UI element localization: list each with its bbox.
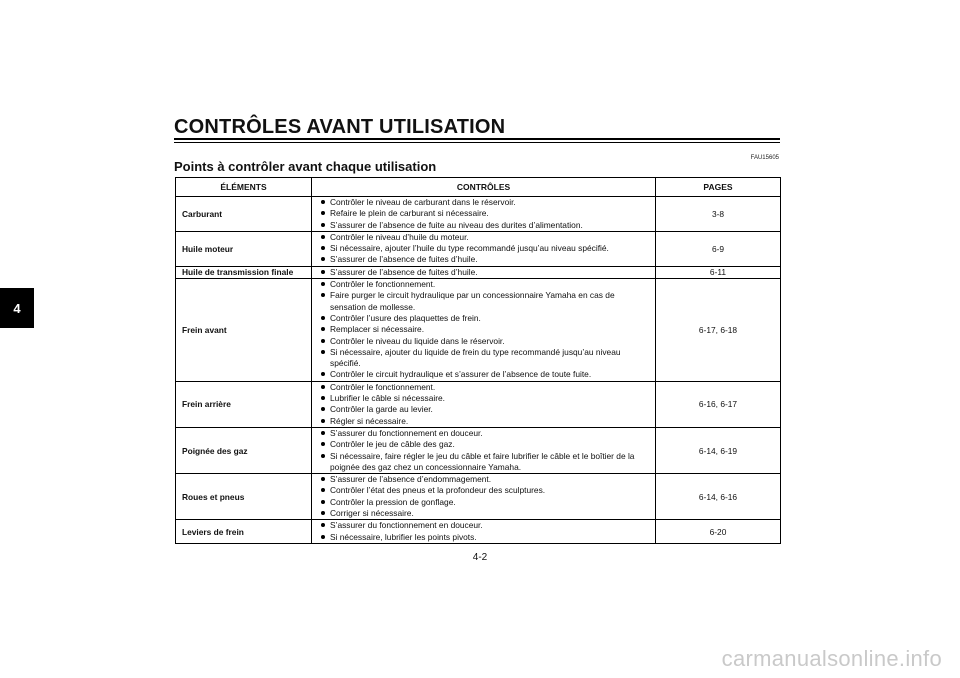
- check-item: Contrôler la garde au levier.: [330, 404, 649, 415]
- checks-cell: [312, 279, 656, 382]
- check-item: Remplacer si nécessaire.: [330, 324, 649, 335]
- pages-cell: 6-9: [656, 231, 781, 266]
- check-item: Contrôler l’état des pneus et la profondeur des sculptures.: [330, 485, 649, 496]
- table-row: [176, 266, 781, 278]
- checks-list: [318, 267, 649, 278]
- item-cell: Leviers de frein: [176, 520, 312, 544]
- check-item: S’assurer de l’absence d’endommagement.: [330, 474, 649, 485]
- checks-cell: [312, 427, 656, 473]
- check-item: S’assurer de l’absence de fuites d’huile.: [330, 267, 649, 278]
- check-item: Contrôler le niveau d’huile du moteur.: [330, 232, 649, 243]
- table-row: [176, 279, 781, 382]
- checks-cell: [312, 197, 656, 232]
- pages-cell: 6-17, 6-18: [656, 279, 781, 382]
- page-number: 4-2: [472, 552, 488, 563]
- checks-list: [318, 428, 649, 473]
- check-item: Contrôler le jeu de câble des gaz.: [330, 439, 649, 450]
- checks-list: [318, 382, 649, 427]
- table-row: [176, 427, 781, 473]
- check-item: Faire purger le circuit hydraulique par un concessionnaire Yamaha en cas de sensation de mollesse.: [330, 290, 649, 313]
- check-item: Contrôler le niveau du liquide dans le réservoir.: [330, 336, 649, 347]
- page-title: CONTRÔLES AVANT UTILISATION: [174, 116, 506, 138]
- pages-cell: 6-14, 6-19: [656, 427, 781, 473]
- item-cell: Carburant: [176, 197, 312, 232]
- section-title: Points à contrôler avant chaque utilisation: [174, 159, 437, 174]
- checks-list: [318, 232, 649, 266]
- check-item: Contrôler le fonctionnement.: [330, 279, 649, 290]
- check-item: Si nécessaire, faire régler le jeu du câble et faire lubrifier le câble et le boîtier de la poignée des gaz chez un concessionnaire Yamaha.: [330, 451, 649, 474]
- checks-list: [318, 474, 649, 519]
- checks-list: [318, 197, 649, 231]
- check-item: Si nécessaire, lubrifier les points pivots.: [330, 532, 649, 543]
- checks-cell: [312, 474, 656, 520]
- check-item: Si nécessaire, ajouter du liquide de frein du type recommandé jusqu’au niveau spécifié.: [330, 347, 649, 370]
- checks-cell: [312, 266, 656, 278]
- check-item: S’assurer du fonctionnement en douceur.: [330, 520, 649, 531]
- table-header-row: [176, 178, 781, 197]
- title-rule-thin: [174, 142, 780, 143]
- chapter-tab: 4: [0, 288, 34, 328]
- check-item: Contrôler le niveau de carburant dans le réservoir.: [330, 197, 649, 208]
- table-row: [176, 231, 781, 266]
- check-item: S’assurer du fonctionnement en douceur.: [330, 428, 649, 439]
- item-cell: Frein arrière: [176, 381, 312, 427]
- header-elements: ÉLÉMENTS: [176, 178, 312, 197]
- header-pages: PAGES: [656, 178, 781, 197]
- check-item: Contrôler l’usure des plaquettes de frein.: [330, 313, 649, 324]
- checks-cell: [312, 381, 656, 427]
- item-cell: Frein avant: [176, 279, 312, 382]
- checks-list: [318, 520, 649, 543]
- pages-cell: 6-14, 6-16: [656, 474, 781, 520]
- check-item: Contrôler le fonctionnement.: [330, 382, 649, 393]
- item-cell: Huile moteur: [176, 231, 312, 266]
- item-cell: Roues et pneus: [176, 474, 312, 520]
- watermark: carmanualsonline.info: [721, 646, 942, 671]
- pages-cell: 6-11: [656, 266, 781, 278]
- table-row: [176, 520, 781, 544]
- table-row: [176, 197, 781, 232]
- checks-cell: [312, 231, 656, 266]
- check-item: S’assurer de l’absence de fuite au niveau des durites d’alimentation.: [330, 220, 649, 231]
- check-item: Corriger si nécessaire.: [330, 508, 649, 519]
- pages-cell: 6-20: [656, 520, 781, 544]
- item-cell: Poignée des gaz: [176, 427, 312, 473]
- check-item: S’assurer de l’absence de fuites d’huile.: [330, 254, 649, 265]
- reference-code: FAU15605: [750, 155, 779, 161]
- title-rule: [174, 138, 780, 140]
- header-checks: CONTRÔLES: [312, 178, 656, 197]
- check-item: Contrôler le circuit hydraulique et s’assurer de l’absence de toute fuite.: [330, 369, 649, 380]
- item-cell: Huile de transmission finale: [176, 266, 312, 278]
- pages-cell: 3-8: [656, 197, 781, 232]
- check-item: Contrôler la pression de gonflage.: [330, 497, 649, 508]
- pages-cell: 6-16, 6-17: [656, 381, 781, 427]
- check-item: Lubrifier le câble si nécessaire.: [330, 393, 649, 404]
- table-row: [176, 381, 781, 427]
- pre-operation-checklist-table: [175, 177, 781, 544]
- table-row: [176, 474, 781, 520]
- checks-list: [318, 279, 649, 381]
- check-item: Régler si nécessaire.: [330, 416, 649, 427]
- table-body: [176, 197, 781, 544]
- check-item: Si nécessaire, ajouter l’huile du type recommandé jusqu’au niveau spécifié.: [330, 243, 649, 254]
- check-item: Refaire le plein de carburant si nécessaire.: [330, 208, 649, 219]
- checks-cell: [312, 520, 656, 544]
